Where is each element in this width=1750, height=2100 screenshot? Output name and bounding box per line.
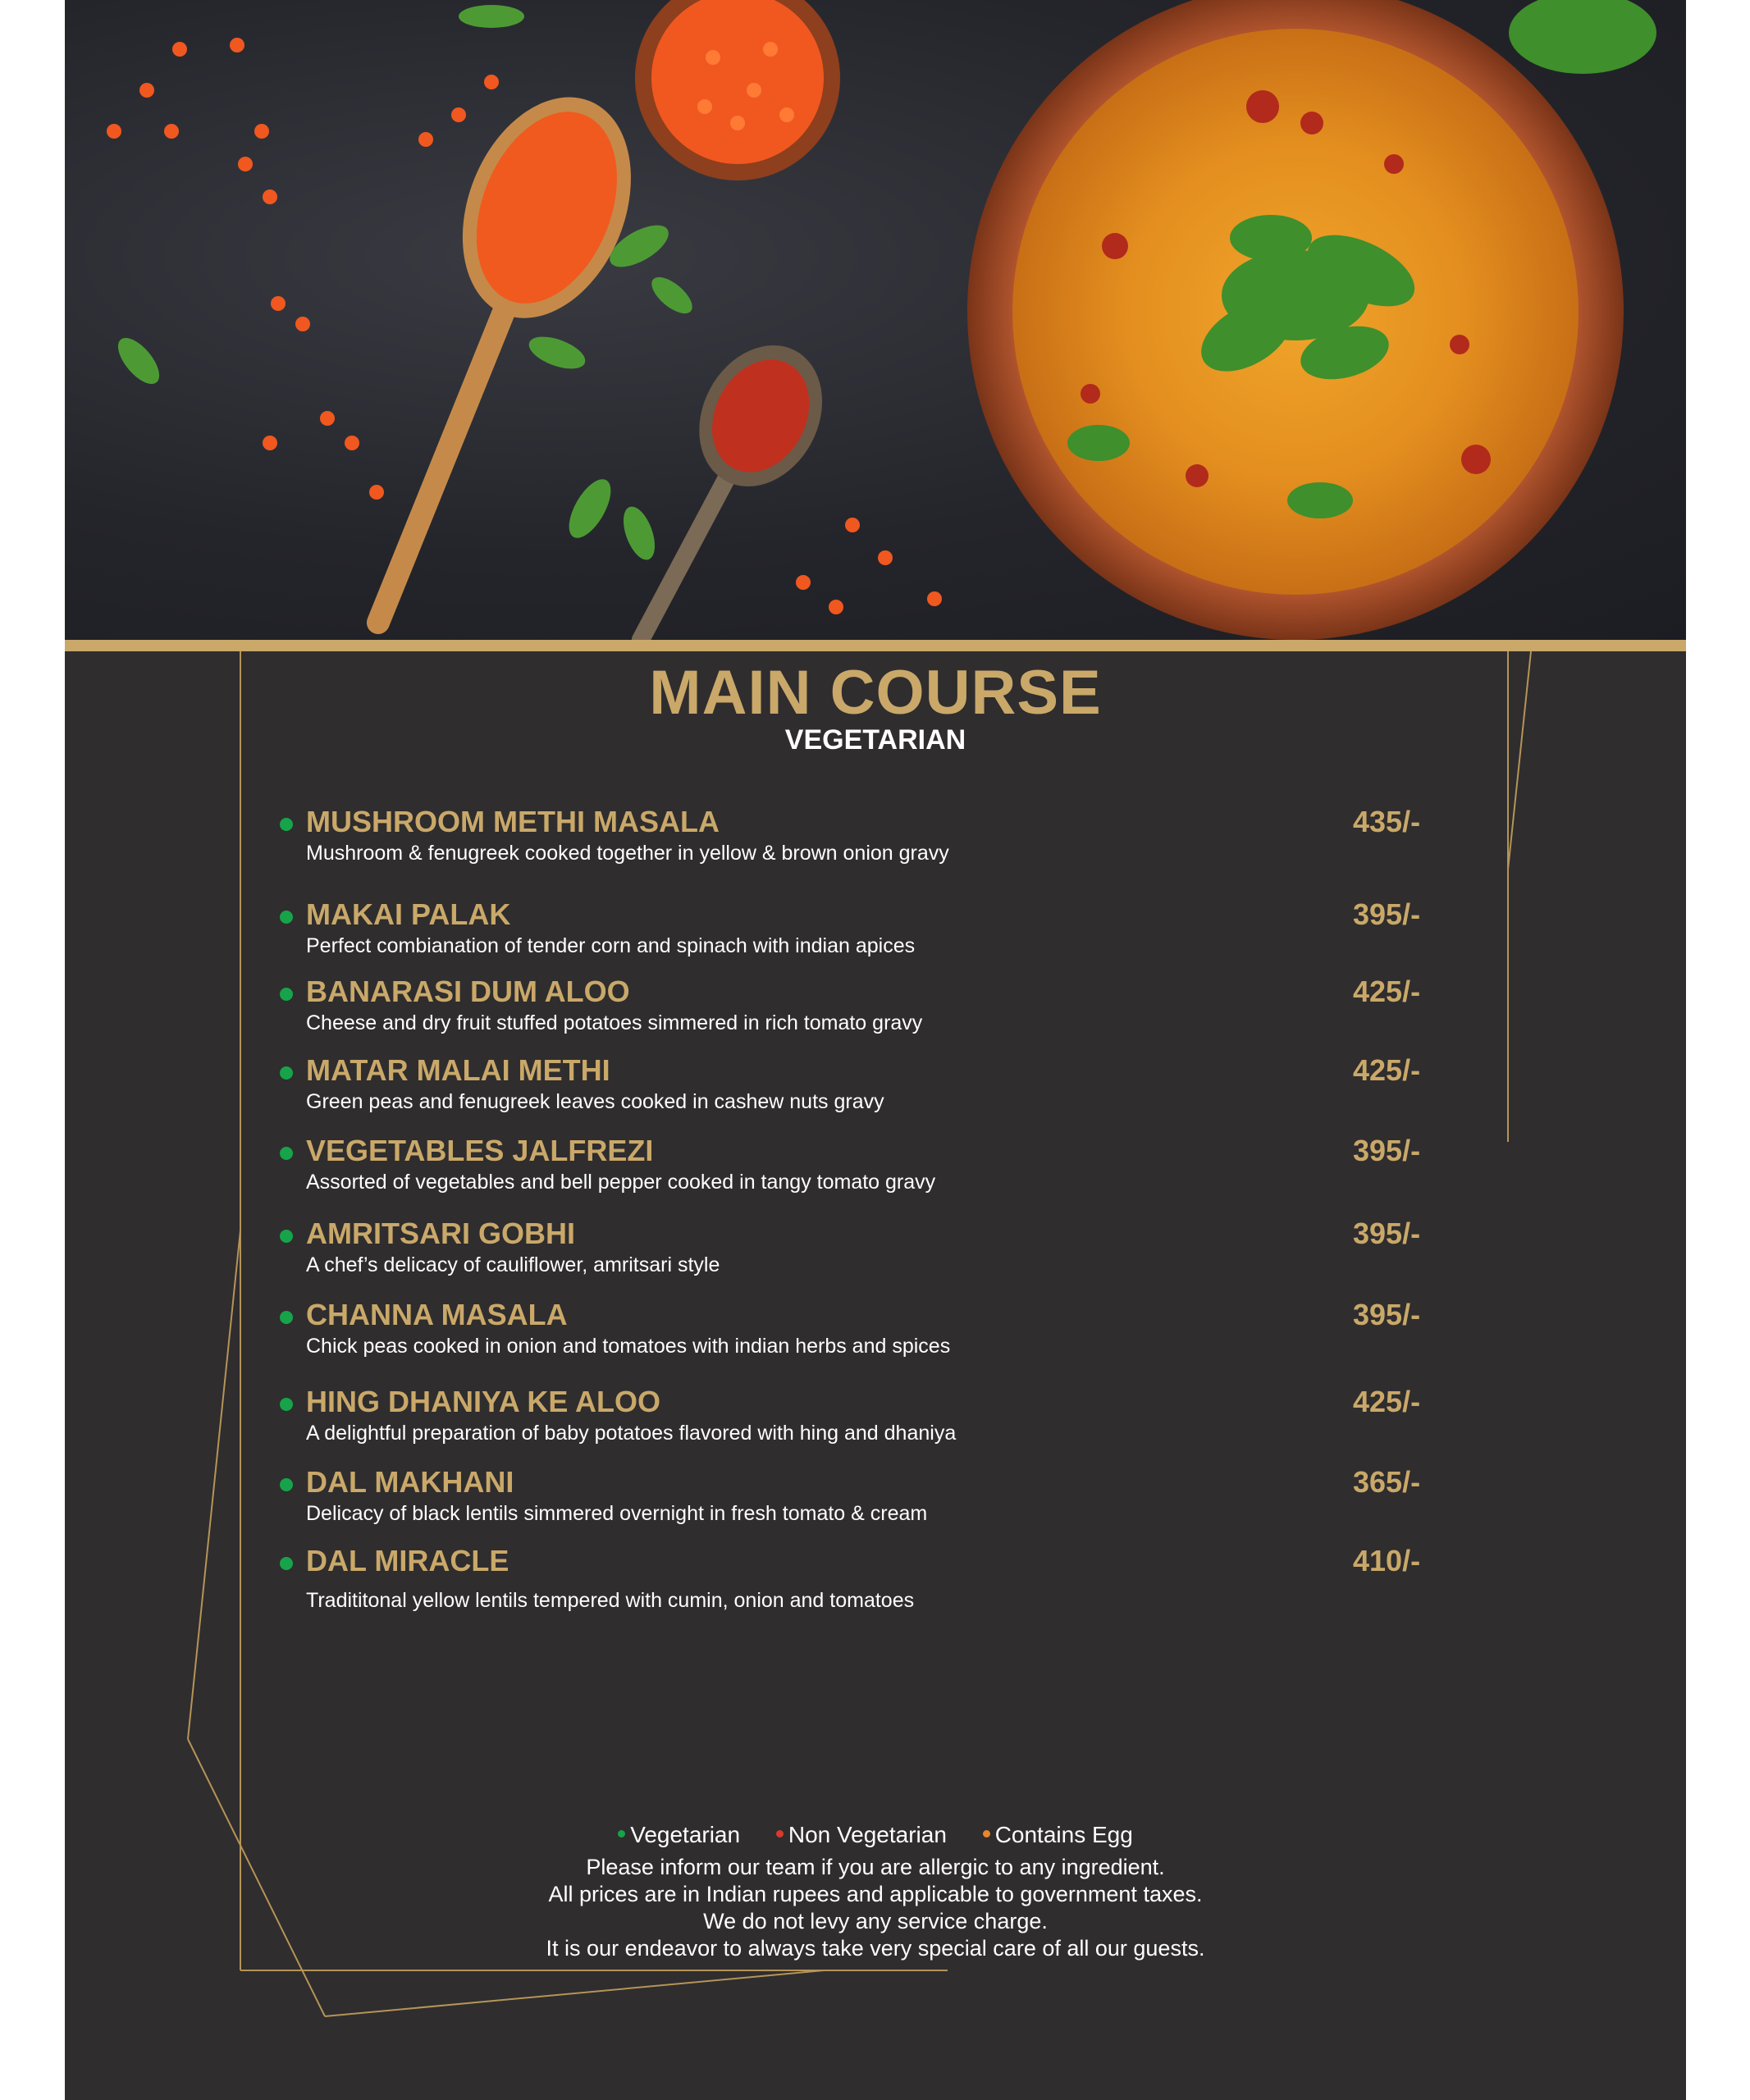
- note-line: All prices are in Indian rupees and applicable to government taxes.: [548, 1882, 1203, 1906]
- egg-dot-icon: [983, 1830, 990, 1838]
- item-description: Assorted of vegetables and bell pepper cooked in tangy tomato gravy: [306, 1171, 936, 1194]
- item-name: MAKAI PALAK: [306, 897, 511, 931]
- item-price: 395/-: [1353, 897, 1421, 931]
- item-name: MUSHROOM METHI MASALA: [306, 805, 720, 838]
- veg-dot-icon: [618, 1830, 625, 1838]
- item-description: Cheese and dry fruit stuffed potatoes simmered in rich tomato gravy: [306, 1011, 923, 1034]
- veg-dot-icon: [280, 1147, 293, 1160]
- veg-dot-icon: [280, 1230, 293, 1243]
- legend-label: Contains Egg: [994, 1822, 1133, 1847]
- item-description: Delicacy of black lentils simmered overnight in fresh tomato & cream: [306, 1502, 928, 1525]
- menu-list: [65, 0, 1686, 2100]
- note-line: It is our endeavor to always take very special care of all our guests.: [546, 1936, 1205, 1961]
- section-subtitle: VEGETARIAN: [784, 724, 966, 756]
- item-name: AMRITSARI GOBHI: [306, 1217, 575, 1250]
- item-price: 395/-: [1353, 1217, 1421, 1250]
- item-description: Tradititonal yellow lentils tempered with cumin, onion and tomatoes: [306, 1589, 915, 1612]
- item-price: 435/-: [1353, 805, 1421, 838]
- veg-dot-icon: [280, 818, 293, 831]
- page-title: MAIN COURSE: [649, 658, 1102, 728]
- veg-dot-icon: [280, 1398, 293, 1411]
- item-name: HING DHANIYA KE ALOO: [306, 1385, 661, 1418]
- item-name: CHANNA MASALA: [306, 1298, 568, 1331]
- item-price: 410/-: [1353, 1544, 1421, 1577]
- item-price: 395/-: [1353, 1134, 1421, 1167]
- item-price: 425/-: [1353, 975, 1421, 1008]
- item-price: 425/-: [1353, 1053, 1421, 1087]
- note-line: We do not levy any service charge.: [703, 1909, 1048, 1933]
- footer-notes: [65, 1854, 1686, 1962]
- veg-dot-icon: [280, 988, 293, 1001]
- legend-label: Non Vegetarian: [788, 1822, 947, 1847]
- menu-page: [65, 0, 1686, 2100]
- item-name: DAL MIRACLE: [306, 1544, 509, 1577]
- legend-non-vegetarian: [776, 1822, 947, 1847]
- non-veg-dot-icon: [776, 1830, 784, 1838]
- item-price: 425/-: [1353, 1385, 1421, 1418]
- veg-dot-icon: [280, 1557, 293, 1570]
- legend-vegetarian: [618, 1822, 740, 1847]
- item-description: Chick peas cooked in onion and tomatoes with indian herbs and spices: [306, 1335, 951, 1358]
- item-description: Perfect combianation of tender corn and spinach with indian apices: [306, 934, 916, 957]
- legend-contains-egg: [983, 1822, 1133, 1847]
- veg-dot-icon: [280, 911, 293, 924]
- item-name: VEGETABLES JALFREZI: [306, 1134, 654, 1167]
- note-line: Please inform our team if you are allergic to any ingredient.: [586, 1855, 1165, 1879]
- item-description: A chef’s delicacy of cauliflower, amritsari style: [306, 1253, 720, 1276]
- item-name: BANARASI DUM ALOO: [306, 975, 630, 1008]
- diet-legend: [65, 1819, 1686, 1851]
- item-price: 365/-: [1353, 1465, 1421, 1499]
- item-description: Green peas and fenugreek leaves cooked in cashew nuts gravy: [306, 1090, 884, 1113]
- item-name: MATAR MALAI METHI: [306, 1053, 610, 1087]
- item-name: DAL MAKHANI: [306, 1465, 514, 1499]
- legend-label: Vegetarian: [630, 1822, 741, 1847]
- veg-dot-icon: [280, 1311, 293, 1324]
- item-description: Mushroom & fenugreek cooked together in yellow & brown onion gravy: [306, 842, 949, 865]
- veg-dot-icon: [280, 1478, 293, 1491]
- item-price: 395/-: [1353, 1298, 1421, 1331]
- item-description: A delightful preparation of baby potatoes flavored with hing and dhaniya: [306, 1422, 957, 1445]
- veg-dot-icon: [280, 1066, 293, 1080]
